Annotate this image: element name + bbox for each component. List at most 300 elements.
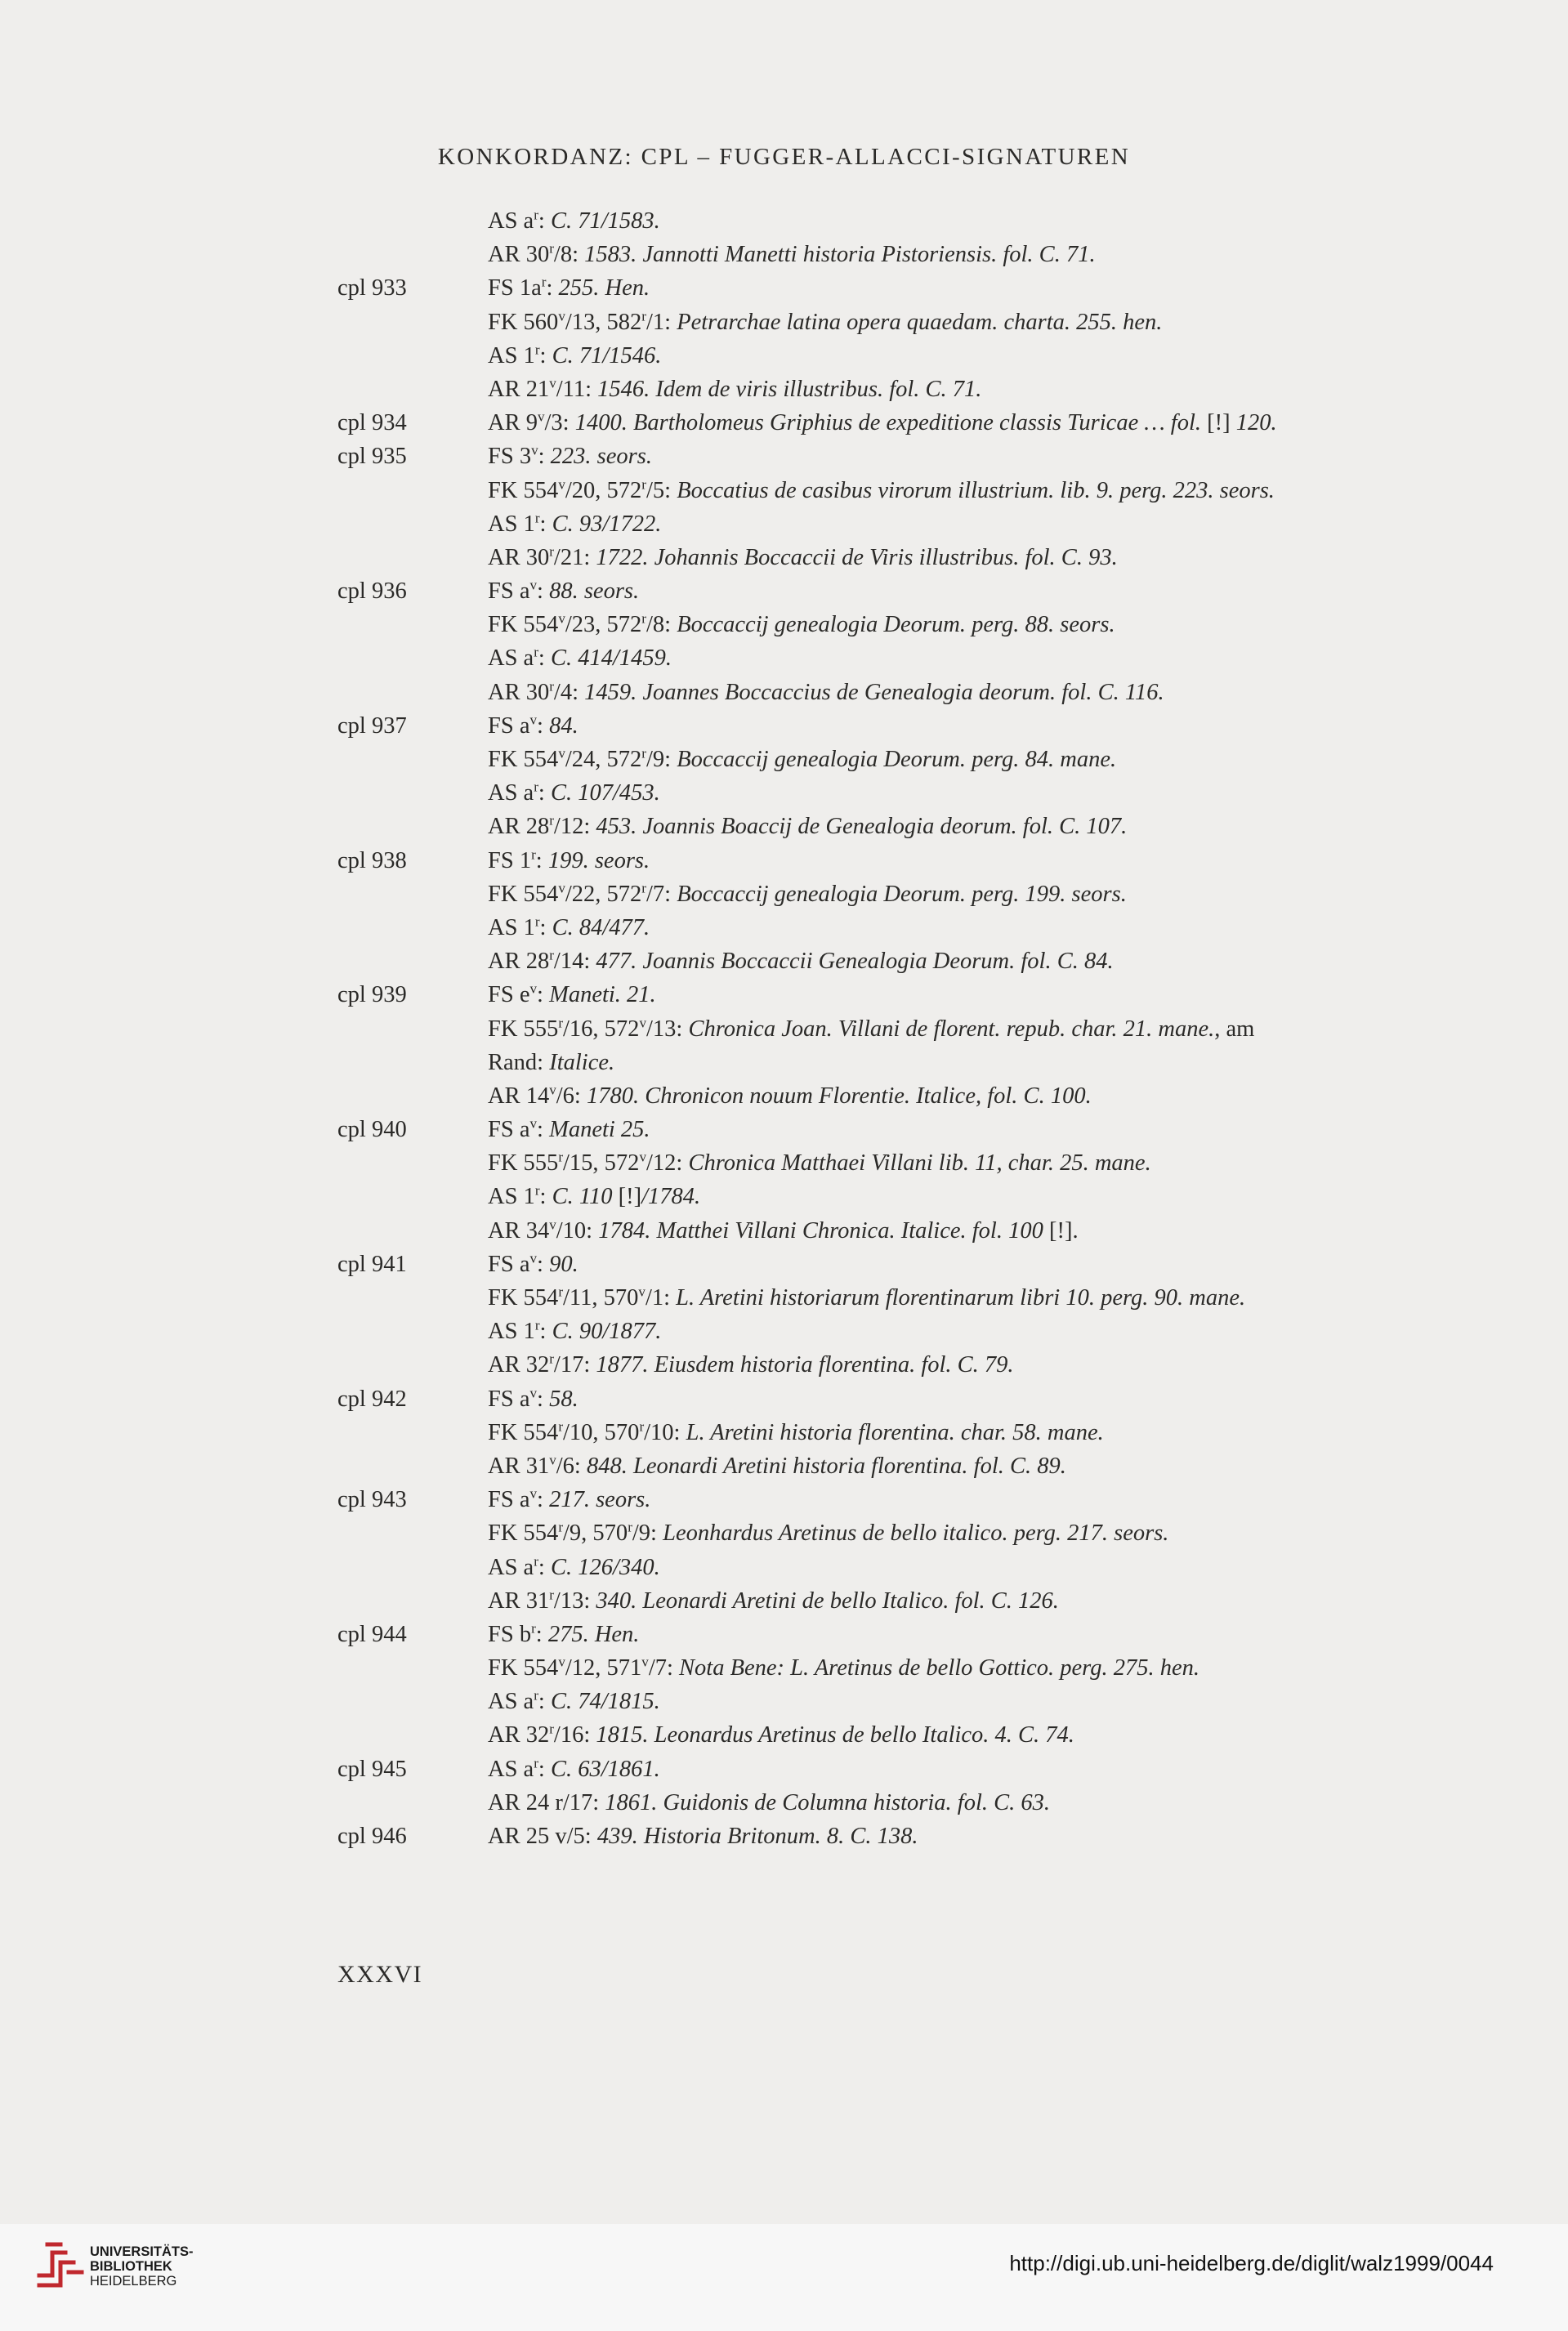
entry-segment: 223. seors.	[550, 444, 652, 470]
entry-text	[488, 406, 1277, 440]
entry-segment: /8:	[646, 612, 677, 638]
entry-segment: FS b	[488, 1621, 532, 1647]
entry-segment: AR 30	[488, 242, 550, 268]
cpl-number: cpl 942	[337, 1386, 407, 1412]
entry-segment: 84.	[549, 712, 579, 739]
entry-segment: FK 554	[488, 1655, 559, 1681]
entry-segment: /12, 571	[565, 1655, 642, 1681]
entry-segment: :	[537, 1251, 550, 1277]
entry-segment: :	[537, 1117, 550, 1143]
entry-segment: Maneti. 21.	[549, 982, 656, 1008]
entry-segment: FS a	[488, 1251, 530, 1277]
entry-segment: 1546. Idem de viris illustribus. fol. C. 71.	[597, 376, 982, 402]
entry-line	[0, 373, 1568, 406]
entry-segment: FK 555	[488, 1150, 559, 1177]
folio-side: r	[558, 1284, 564, 1300]
entry-segment: C. 107/453.	[550, 780, 660, 806]
folio-side: v	[549, 1082, 556, 1098]
entry-segment: 58.	[549, 1386, 579, 1412]
entry-text	[488, 1651, 1199, 1685]
entry-segment: FK 554	[488, 1521, 559, 1547]
folio-side: r	[549, 947, 554, 963]
entry-segment: Chronica Matthaei Villani lib. 11, char. 25. mane.	[688, 1150, 1151, 1177]
entry-segment: /7:	[648, 1655, 680, 1681]
entry-text	[488, 1046, 614, 1079]
cpl-number: cpl 938	[337, 847, 407, 873]
entry-line	[0, 507, 1568, 541]
entry-segment: :	[537, 982, 550, 1008]
entry-segment: AR 31	[488, 1587, 550, 1614]
entry-segment: AS a	[488, 1689, 534, 1715]
entry-text	[488, 1516, 1168, 1550]
folio-side: r	[558, 1418, 564, 1435]
entry-segment: 1583. Jannotti Manetti historia Pistoriensis. fol. C. 71.	[584, 242, 1096, 268]
entry-segment: AR 28	[488, 814, 550, 840]
folio-side: r	[558, 1015, 564, 1030]
folio-side: r	[641, 745, 646, 761]
entry-line	[0, 844, 1568, 877]
entry-text	[488, 1079, 1092, 1113]
entry-line	[0, 641, 1568, 675]
entry-segment: L. Aretini historia florentina. char. 58. mane.	[686, 1419, 1104, 1445]
entry-segment: 217. seors.	[549, 1487, 651, 1513]
entry-line	[0, 339, 1568, 373]
entry-segment: /8:	[553, 242, 585, 268]
entry-line	[0, 608, 1568, 641]
entry-segment: C. 71/1546.	[552, 342, 662, 368]
folio-side: v	[558, 745, 565, 761]
entry-segment: 120.	[1235, 410, 1277, 436]
folio-side: r	[541, 274, 547, 290]
library-logo-icon[interactable]	[33, 2236, 88, 2292]
folio-side: v	[531, 442, 538, 458]
entry-segment: /14:	[553, 949, 596, 975]
entry-line	[0, 1483, 1568, 1516]
folio-side: v	[529, 577, 538, 593]
folio-side: r	[549, 1351, 554, 1367]
entry-line	[0, 1180, 1568, 1213]
entry-segment: :	[538, 1554, 551, 1580]
entry-text	[488, 507, 661, 541]
entry-segment: 1400. Bartholomeus Griphius de expeditione classis Turicae … fol.	[574, 410, 1202, 436]
folio-side: r	[531, 846, 536, 863]
folio-side: v	[529, 712, 538, 728]
entry-segment: 1722. Johannis Boccaccii de Viris illustribus. fol. C. 93.	[596, 544, 1118, 570]
entry-segment: AS 1	[488, 1184, 535, 1210]
entry-text	[488, 1146, 1151, 1180]
cpl-number: cpl 944	[337, 1621, 407, 1647]
entry-segment: /6:	[556, 1453, 587, 1479]
entry-line	[0, 676, 1568, 709]
entry-line	[0, 306, 1568, 339]
entry-segment: 1861. Guidonis de Columna historia. fol. C. 63.	[605, 1789, 1050, 1815]
folio-side: v	[529, 1385, 538, 1401]
folio-side: r	[534, 1553, 538, 1569]
entry-segment: /10:	[556, 1217, 599, 1244]
entry-segment: C. 90/1877.	[552, 1319, 662, 1345]
entry-line	[0, 1820, 1568, 1853]
entry-segment: /11:	[556, 376, 598, 402]
entry-segment: Leonhardus Aretinus de bello italico. perg. 217. seors.	[663, 1521, 1169, 1547]
entry-segment: 453. Joannis Boaccij de Genealogia deorum. fol. C. 107.	[596, 814, 1128, 840]
entry-segment: :	[539, 511, 552, 537]
entry-text	[488, 911, 650, 944]
entry-text	[488, 238, 1096, 271]
folio-side: r	[534, 1182, 540, 1199]
entry-segment: :	[539, 1319, 552, 1345]
entry-segment: AR 24 r/17:	[488, 1789, 605, 1815]
entry-segment: :	[538, 1689, 551, 1715]
entry-segment: /12:	[553, 814, 596, 840]
folio-side: v	[529, 1485, 538, 1502]
entry-segment: AR 34	[488, 1217, 550, 1244]
entry-line	[0, 944, 1568, 978]
entry-segment: [!]	[1201, 410, 1236, 436]
entry-line	[0, 1315, 1568, 1348]
entry-segment: AR 14	[488, 1083, 550, 1109]
entry-segment: /13, 582	[565, 309, 642, 335]
entry-line	[0, 1685, 1568, 1718]
entry-segment: /5:	[646, 477, 677, 503]
entry-segment: C. 71/1583.	[550, 208, 660, 234]
entry-segment: , am	[1214, 1016, 1255, 1042]
entry-text	[488, 339, 661, 373]
entry-segment: /20, 572	[565, 477, 642, 503]
entry-line	[0, 1584, 1568, 1618]
entry-text	[488, 844, 650, 877]
folio-side: r	[549, 1721, 554, 1737]
entry-segment: FK 554	[488, 881, 559, 907]
entry-text	[488, 1551, 660, 1584]
entry-segment: FK 554	[488, 477, 559, 503]
entry-text	[488, 608, 1115, 641]
folio-side: r	[641, 880, 646, 896]
folio-side: r	[534, 342, 540, 358]
entry-segment: /1:	[646, 309, 677, 335]
entry-segment: AR 28	[488, 949, 550, 975]
entry-segment: AS a	[488, 1554, 534, 1580]
entry-segment: FS a	[488, 1487, 530, 1513]
entry-segment: FK 554	[488, 1419, 559, 1445]
entry-segment: 1459. Joannes Boccaccius de Genealogia deorum. fol. C. 116.	[584, 679, 1164, 705]
entry-segment: AR 32	[488, 1722, 550, 1748]
page-header: KONKORDANZ: CPL – FUGGER-ALLACCI-SIGNATUREN	[437, 144, 1131, 170]
entry-segment: FS 3	[488, 444, 532, 470]
entry-segment: L. Aretini historiarum florentinarum libri 10. perg. 90. mane.	[676, 1285, 1246, 1311]
entry-segment: AS a	[488, 645, 534, 672]
cpl-number: cpl 941	[337, 1251, 407, 1277]
entry-segment: AR 21	[488, 376, 550, 402]
folio-side: v	[558, 308, 565, 324]
entry-text	[488, 1753, 660, 1786]
folio-side: v	[558, 1654, 565, 1670]
entry-text	[488, 1584, 1059, 1618]
entry-segment: C. 414/1459.	[550, 645, 672, 672]
entry-segment: 90.	[549, 1251, 579, 1277]
entry-segment: AS a	[488, 208, 534, 234]
entry-segment: /1784.	[641, 1184, 701, 1210]
cpl-number: cpl 940	[337, 1117, 407, 1143]
entry-segment: FS a	[488, 1386, 530, 1412]
entry-segment: 1784. Matthei Villani Chronica. Italice. fol. 100	[598, 1217, 1043, 1244]
entry-segment: /6:	[556, 1083, 587, 1109]
entry-segment: /7:	[646, 881, 677, 907]
entry-segment: /21:	[553, 544, 596, 570]
entry-line	[0, 406, 1568, 440]
folio-side: r	[534, 644, 538, 660]
folio-side: v	[639, 1015, 646, 1030]
folio-side: r	[549, 812, 554, 828]
entry-line	[0, 1012, 1568, 1046]
entry-text	[488, 1281, 1245, 1315]
folio-side: v	[529, 1250, 538, 1266]
entry-segment: /15, 572	[563, 1150, 640, 1177]
folio-side: v	[529, 980, 538, 997]
entry-text	[488, 1820, 918, 1853]
entry-text	[488, 1449, 1066, 1483]
entry-segment: :	[537, 1386, 550, 1412]
entry-segment: FS 1a	[488, 275, 542, 301]
entry-text	[488, 1180, 700, 1213]
entry-segment: FS a	[488, 578, 530, 605]
entry-segment: :	[535, 847, 548, 873]
entry-text	[488, 709, 579, 743]
entry-text	[488, 271, 650, 305]
entry-segment: FK 560	[488, 309, 559, 335]
folio-side: v	[558, 880, 565, 896]
entry-text	[488, 1382, 579, 1416]
folio-side: v	[638, 1284, 646, 1300]
entry-segment: /9:	[646, 747, 677, 772]
entry-segment: AR 9	[488, 410, 538, 436]
entry-line	[0, 1248, 1568, 1281]
library-name-line: HEIDELBERG	[90, 2274, 177, 2289]
entry-segment: :	[538, 780, 551, 806]
entry-segment: :	[538, 208, 551, 234]
entry-segment: :	[537, 578, 550, 605]
entry-segment: :	[539, 342, 552, 368]
entry-line	[0, 1382, 1568, 1416]
entry-segment: Rand:	[488, 1049, 550, 1075]
entry-segment: Petrarchae latina opera quaedam. charta. 255. hen.	[677, 309, 1163, 335]
entry-segment: AR 31	[488, 1453, 550, 1479]
folio-side: r	[558, 1149, 564, 1165]
entry-segment: 340. Leonardi Aretini de bello Italico. fol. C. 126.	[596, 1587, 1059, 1614]
entry-segment: :	[535, 1621, 548, 1647]
entry-text	[488, 440, 652, 473]
folio-side: v	[549, 1217, 556, 1233]
entry-segment: :	[538, 1756, 551, 1782]
cpl-number: cpl 933	[337, 275, 407, 301]
folio-side: v	[639, 1149, 646, 1165]
entry-segment: Nota Bene: L. Aretinus de bello Gottico. perg. 275. hen.	[679, 1655, 1199, 1681]
entry-segment: /24, 572	[565, 747, 642, 772]
entry-line	[0, 1214, 1568, 1248]
entry-segment: FK 554	[488, 747, 559, 772]
entry-segment: AS a	[488, 1756, 534, 1782]
entry-line	[0, 204, 1568, 238]
entry-segment: 439. Historia Britonum. 8. C. 138.	[596, 1824, 918, 1849]
folio-side: r	[534, 510, 540, 526]
folio-side: r	[534, 913, 540, 930]
entry-segment: FS a	[488, 712, 530, 739]
entry-segment: /9, 570	[563, 1521, 628, 1547]
footer-band	[0, 2224, 1568, 2331]
entry-segment: Italice.	[549, 1049, 615, 1075]
entry-text	[488, 944, 1114, 978]
entry-segment: /3:	[544, 410, 575, 436]
entry-segment: /13:	[646, 1016, 689, 1042]
entry-segment: [!].	[1043, 1217, 1079, 1244]
entry-segment: AR 30	[488, 679, 550, 705]
folio-side: r	[549, 1587, 554, 1603]
folio-side: v	[558, 476, 565, 492]
folio-side: r	[534, 1687, 538, 1704]
folio-side: r	[549, 240, 554, 257]
entry-text	[488, 1012, 1254, 1046]
entry-segment: /22, 572	[565, 881, 642, 907]
entry-line	[0, 810, 1568, 843]
entry-text	[488, 1214, 1079, 1248]
entry-text	[488, 1685, 660, 1718]
folio-side: v	[537, 409, 545, 425]
entry-line	[0, 1146, 1568, 1180]
entry-line	[0, 1046, 1568, 1079]
cpl-number: cpl 937	[337, 712, 407, 739]
entry-segment: C. 74/1815.	[550, 1689, 660, 1715]
library-name	[90, 2244, 194, 2289]
entry-text	[488, 676, 1164, 709]
entry-text	[488, 1416, 1104, 1449]
entry-segment: 199. seors.	[547, 847, 650, 873]
cpl-number: cpl 935	[337, 444, 407, 470]
entry-segment: C. 93/1722.	[552, 511, 662, 537]
entry-segment: /10, 570	[563, 1419, 640, 1445]
entry-text	[488, 1786, 1050, 1820]
entry-segment: 848. Leonardi Aretini historia florentina. fol. C. 89.	[586, 1453, 1066, 1479]
entry-segment: 477. Joannis Boccaccii Genealogia Deorum. fol. C. 84.	[596, 949, 1114, 975]
entry-line	[0, 440, 1568, 473]
entry-text	[488, 306, 1162, 339]
entry-segment: FK 555	[488, 1016, 559, 1042]
entry-text	[488, 1483, 650, 1516]
entry-segment: C. 110	[552, 1184, 613, 1210]
entry-segment: /12:	[646, 1150, 689, 1177]
entry-line	[0, 1449, 1568, 1483]
entry-segment: C. 63/1861.	[550, 1756, 660, 1782]
entry-segment: FS e	[488, 982, 530, 1008]
entry-line	[0, 1348, 1568, 1382]
folio-side: v	[549, 1452, 556, 1468]
cpl-number: cpl 939	[337, 982, 407, 1008]
entry-segment: AS 1	[488, 342, 535, 368]
entry-segment: Maneti 25.	[549, 1117, 650, 1143]
entry-segment: Chronica Joan. Villani de florent. repub. char. 21. mane.	[688, 1016, 1215, 1042]
entry-text	[488, 541, 1118, 574]
folio-side: r	[534, 207, 538, 223]
entry-text	[488, 373, 981, 406]
entry-segment: :	[538, 444, 551, 470]
entry-segment: AS 1	[488, 511, 535, 537]
entry-segment: FK 554	[488, 1285, 559, 1311]
entry-line	[0, 709, 1568, 743]
entry-line	[0, 1786, 1568, 1820]
entry-line	[0, 978, 1568, 1011]
entry-segment: C. 126/340.	[550, 1554, 660, 1580]
entry-text	[488, 1113, 650, 1146]
folio-side: r	[641, 610, 646, 627]
entry-line	[0, 1416, 1568, 1449]
entry-text	[488, 776, 660, 810]
entry-line	[0, 271, 1568, 305]
folio-side: v	[549, 375, 556, 391]
entry-segment: /17:	[553, 1352, 596, 1378]
entry-line	[0, 238, 1568, 271]
entry-segment: /13:	[553, 1587, 596, 1614]
entry-line	[0, 474, 1568, 507]
entry-segment: 1815. Leonardus Aretinus de bello Italico. 4. C. 74.	[596, 1722, 1074, 1748]
entry-line	[0, 776, 1568, 810]
entry-segment: /23, 572	[565, 612, 642, 638]
source-url-link[interactable]: http://digi.ub.uni-heidelberg.de/diglit/walz1999/0044	[1009, 2251, 1494, 2275]
library-name-line: UNIVERSITÄTS-	[90, 2244, 194, 2259]
entry-line	[0, 1618, 1568, 1651]
entry-text	[488, 877, 1127, 911]
entry-segment: [!]	[612, 1184, 642, 1210]
folio-side: v	[558, 610, 565, 627]
entry-segment: 275. Hen.	[547, 1621, 640, 1647]
entry-line	[0, 541, 1568, 574]
entry-line	[0, 1551, 1568, 1584]
entry-line	[0, 1281, 1568, 1315]
entry-segment: :	[539, 1184, 552, 1210]
entry-segment: /10:	[644, 1419, 686, 1445]
entry-segment: AR 32	[488, 1352, 550, 1378]
entry-segment: AS 1	[488, 914, 535, 940]
entry-line	[0, 1753, 1568, 1786]
entry-text	[488, 1348, 1014, 1382]
entry-line	[0, 1718, 1568, 1752]
cpl-number: cpl 934	[337, 410, 407, 436]
folio-side: r	[534, 779, 538, 795]
entry-segment: FK 554	[488, 612, 559, 638]
entry-segment: 88. seors.	[549, 578, 640, 605]
folio-side: r	[558, 1519, 564, 1535]
entry-segment: 1780. Chronicon nouum Florentie. Italice, fol. C. 100.	[586, 1083, 1092, 1109]
entry-text	[488, 474, 1275, 507]
folio-side: r	[641, 308, 646, 324]
entry-segment: 1877. Eiusdem historia florentina. fol. C. 79.	[596, 1352, 1014, 1378]
entry-segment: C. 84/477.	[552, 914, 650, 940]
entry-segment: Boccatius de casibus virorum illustrium. lib. 9. perg. 223. seors.	[677, 477, 1275, 503]
cpl-number: cpl 945	[337, 1756, 407, 1782]
entry-segment: AS a	[488, 780, 534, 806]
cpl-number: cpl 943	[337, 1487, 407, 1513]
entry-segment: 255. Hen.	[558, 275, 650, 301]
entry-line	[0, 911, 1568, 944]
entry-segment: :	[537, 712, 550, 739]
entry-segment: Boccaccij genealogia Deorum. perg. 199. seors.	[677, 881, 1127, 907]
entry-segment: /11, 570	[563, 1285, 639, 1311]
folio-side: r	[534, 1317, 540, 1333]
entry-segment: Boccaccij genealogia Deorum. perg. 88. seors.	[677, 612, 1115, 638]
entry-line	[0, 1113, 1568, 1146]
entry-segment: Boccaccij genealogia Deorum. perg. 84. mane.	[677, 747, 1117, 772]
folio-side: r	[639, 1418, 645, 1435]
entry-line	[0, 1079, 1568, 1113]
entry-segment: :	[537, 1487, 550, 1513]
folio-side: v	[641, 1654, 649, 1670]
